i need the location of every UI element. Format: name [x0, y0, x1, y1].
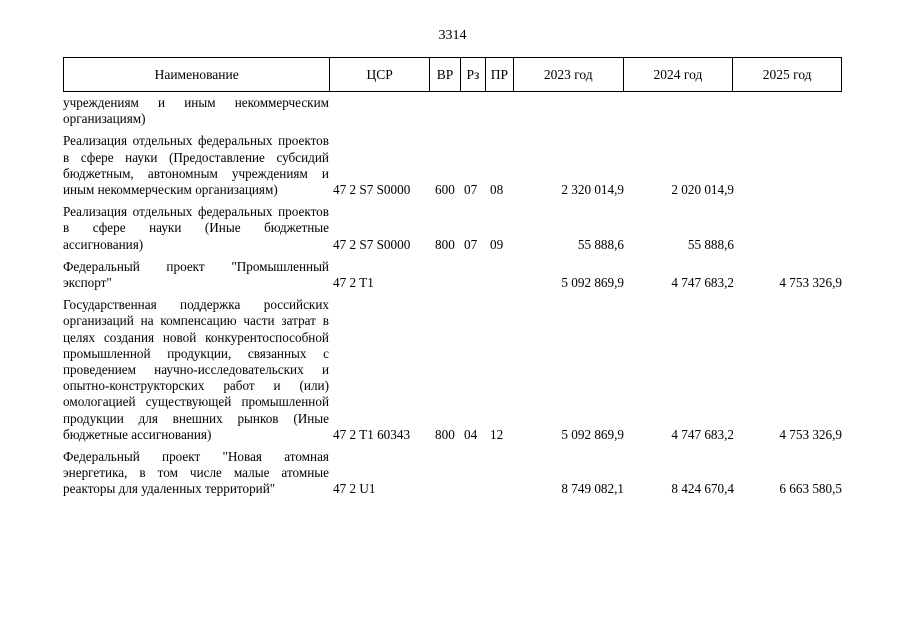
- row-name: Федеральный проект "Промышленный экспорт": [63, 258, 329, 291]
- header-2024: 2024 год: [624, 58, 734, 91]
- page-number: 3314: [438, 28, 467, 43]
- table-row: [63, 449, 842, 498]
- table-row: [63, 297, 842, 443]
- row-vr: [430, 259, 461, 291]
- row-csr: 47 2 T1 60343: [333, 426, 411, 442]
- row-2024: 4 747 683,2: [671, 275, 734, 291]
- table-row: [63, 95, 842, 127]
- row-csr: 47 2 U1: [333, 481, 376, 497]
- row-name: Государственная поддержка российских организаций на компенсацию части затрат в целях создания новой конкурентоспособной промышленной продукции, связанных с проведением научно-исследовательских и опытно-конструкторских работ и (или) омологацией существующей промышленной продукции для внешних рынков (Иные бюджетные ассигнования): [63, 297, 329, 442]
- header-rz: Рз: [461, 58, 486, 91]
- row-2024: 55 888,6: [687, 236, 734, 252]
- row-2025: [734, 204, 842, 253]
- row-rz: [461, 259, 486, 291]
- row-vr: 800: [435, 426, 455, 442]
- row-2023: 5 092 869,9: [561, 426, 624, 442]
- row-pr: 12: [490, 426, 504, 442]
- row-pr: 09: [490, 236, 504, 252]
- row-csr: 47 2 S7 S0000: [333, 182, 411, 198]
- row-pr: [486, 95, 514, 127]
- table-row: [63, 204, 842, 253]
- row-name: Федеральный проект "Новая атомная энергетика, в том числе малые атомные реакторы для удаленных территорий": [63, 449, 329, 497]
- row-2024: 4 747 683,2: [671, 426, 734, 442]
- row-2024: 8 424 670,4: [671, 481, 734, 497]
- row-rz: [461, 95, 486, 127]
- header-csr: ЦСР: [330, 58, 430, 91]
- row-2024: 2 020 014,9: [671, 182, 734, 198]
- table-header: [63, 57, 842, 92]
- header-2023: 2023 год: [514, 58, 624, 91]
- row-vr: [430, 95, 461, 127]
- row-csr: 47 2 T1: [333, 275, 374, 291]
- table-body: [63, 95, 842, 504]
- row-2023: [514, 95, 624, 127]
- row-2024: [624, 95, 734, 127]
- row-name: учреждениям и иным некоммерческим организациям): [63, 95, 329, 127]
- header-pr: ПР: [486, 58, 514, 91]
- header-vr: ВР: [430, 58, 461, 91]
- row-2025: [734, 95, 842, 127]
- row-csr: [330, 95, 430, 127]
- row-2023: 8 749 082,1: [561, 481, 624, 497]
- row-csr: 47 2 S7 S0000: [333, 236, 411, 252]
- row-name: Реализация отдельных федеральных проектов в сфере науки (Иные бюджетные ассигнования): [63, 204, 329, 252]
- table-row: [63, 133, 842, 198]
- table-row: [63, 259, 842, 291]
- row-2025: 4 753 326,9: [779, 426, 842, 442]
- row-2023: 5 092 869,9: [561, 275, 624, 291]
- row-vr: [430, 449, 461, 498]
- row-2025: 6 663 580,5: [779, 481, 842, 497]
- header-2025: 2025 год: [762, 66, 812, 82]
- row-2025: 4 753 326,9: [779, 275, 842, 291]
- row-pr: [486, 449, 514, 498]
- row-rz: 04: [464, 426, 478, 442]
- row-2025: [734, 133, 842, 198]
- row-2023: 55 888,6: [577, 236, 624, 252]
- row-rz: [461, 449, 486, 498]
- row-vr: 800: [435, 236, 455, 252]
- row-pr: 08: [490, 182, 504, 198]
- row-vr: 600: [435, 182, 455, 198]
- header-name: Наименование: [64, 58, 330, 91]
- row-rz: 07: [464, 236, 478, 252]
- row-2023: 2 320 014,9: [561, 182, 624, 198]
- row-pr: [486, 259, 514, 291]
- row-name: Реализация отдельных федеральных проектов в сфере науки (Предоставление субсидий бюджетным, автономным учреждениям и иным некоммерческим организациям): [63, 133, 329, 198]
- row-rz: 07: [464, 182, 478, 198]
